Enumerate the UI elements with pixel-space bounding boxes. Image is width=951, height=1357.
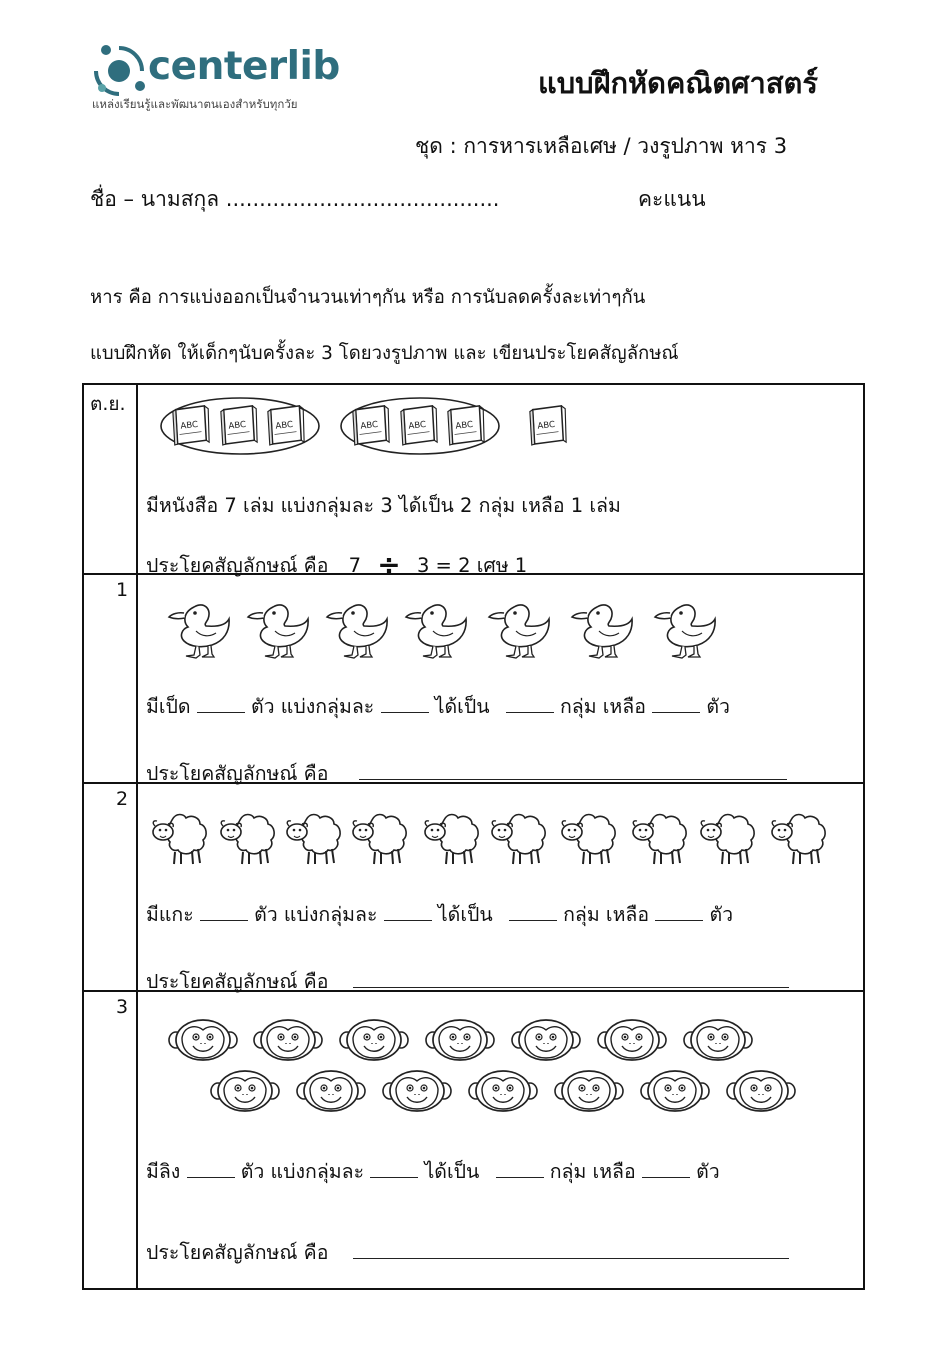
logo-mark-icon xyxy=(92,42,146,96)
question-text: ได้เป็น xyxy=(437,903,493,926)
sentence-label: ประโยคสัญลักษณ์ คือ xyxy=(146,970,329,993)
monkey-icon xyxy=(253,1018,323,1064)
centerlib-logo xyxy=(90,40,350,116)
book-icon xyxy=(527,402,569,446)
answer-blank-sentence[interactable] xyxy=(353,968,789,989)
question-text: มีแกะ xyxy=(146,903,194,926)
answer-blank-group-size[interactable] xyxy=(381,693,429,714)
question-line xyxy=(146,1156,720,1187)
row-label-1: 1 xyxy=(116,579,129,601)
question-line xyxy=(146,899,733,930)
logo-wordmark: centerlib xyxy=(148,44,340,89)
sentence-label: ประโยคสัญลักษณ์ คือ xyxy=(146,1241,329,1264)
question-text: ตัว แบ่งกลุ่มละ xyxy=(240,1160,365,1183)
row-label-2: 2 xyxy=(116,788,129,810)
monkey-icon xyxy=(168,1018,238,1064)
book-icon xyxy=(350,402,392,446)
question-text: ตัว xyxy=(706,695,730,718)
table-column-divider xyxy=(136,383,138,1290)
question-text: มีลิง xyxy=(146,1160,181,1183)
row-label-3: 3 xyxy=(116,996,129,1018)
answer-blank-remainder[interactable] xyxy=(655,901,703,922)
sentence-line xyxy=(146,1237,789,1268)
sheep-icon xyxy=(350,808,410,868)
answer-blank-remainder[interactable] xyxy=(652,693,700,714)
question-line xyxy=(146,691,730,722)
sheep-icon xyxy=(489,808,549,868)
monkey-icon xyxy=(726,1069,796,1115)
answer-blank-groups[interactable] xyxy=(509,901,557,922)
division-definition: หาร คือ การแบ่งออกเป็นจำนวนเท่าๆกัน หรือ การนับลดครั้งละเท่าๆกัน xyxy=(90,287,646,308)
duck-icon xyxy=(245,599,311,661)
sheep-icon xyxy=(698,808,758,868)
question-text: ได้เป็น xyxy=(424,1160,480,1183)
question-text: กลุ่ม เหลือ xyxy=(549,1160,636,1183)
dividend: 7 xyxy=(348,554,362,577)
duck-icon xyxy=(166,599,232,661)
question-text: ตัว แบ่งกลุ่มละ xyxy=(250,695,375,718)
duck-icon xyxy=(324,599,390,661)
duck-icon xyxy=(486,599,552,661)
sentence-label: ประโยคสัญลักษณ์ คือ xyxy=(146,554,329,577)
question-text: ตัว xyxy=(696,1160,720,1183)
answer-blank-total[interactable] xyxy=(197,693,245,714)
divisor-and-result: 3 = 2 เศษ 1 xyxy=(416,554,528,577)
duck-icon xyxy=(569,599,635,661)
row-label-example: ต.ย. xyxy=(90,393,126,415)
monkey-icon xyxy=(210,1069,280,1115)
answer-blank-total[interactable] xyxy=(200,901,248,922)
monkey-icon xyxy=(382,1069,452,1115)
monkey-icon xyxy=(683,1018,753,1064)
sheep-icon xyxy=(218,808,278,868)
answer-blank-group-size[interactable] xyxy=(384,901,432,922)
question-text: ได้เป็น xyxy=(434,695,490,718)
monkey-icon xyxy=(468,1069,538,1115)
monkey-icon xyxy=(511,1018,581,1064)
answer-blank-remainder[interactable] xyxy=(642,1158,690,1179)
sheep-icon xyxy=(422,808,482,868)
monkey-icon xyxy=(296,1069,366,1115)
answer-blank-groups[interactable] xyxy=(506,693,554,714)
sheep-icon xyxy=(630,808,690,868)
question-text: ตัว แบ่งกลุ่มละ xyxy=(254,903,378,926)
logo-tagline: แหล่งเรียนรู้และพัฒนาตนเองสำหรับทุกวัย xyxy=(92,97,298,111)
sentence-line xyxy=(146,758,787,789)
answer-blank-group-size[interactable] xyxy=(370,1158,418,1179)
example-sentence xyxy=(146,548,527,581)
book-icon xyxy=(445,402,487,446)
page-title: แบบฝึกหัดคณิตศาสตร์ xyxy=(538,66,818,100)
question-text: กลุ่ม เหลือ xyxy=(559,695,646,718)
question-text: กลุ่ม เหลือ xyxy=(563,903,650,926)
sentence-line xyxy=(146,966,789,997)
sheep-icon xyxy=(150,808,210,868)
score-label: คะแนน xyxy=(638,187,706,211)
question-text: มีเป็ด xyxy=(146,695,191,718)
monkey-icon xyxy=(597,1018,667,1064)
sheep-icon xyxy=(284,808,344,868)
sheep-icon xyxy=(559,808,619,868)
book-icon xyxy=(218,402,260,446)
worksheet-subtitle: ชุด : การหารเหลือเศษ / วงรูปภาพ หาร 3 xyxy=(415,134,788,158)
monkey-icon xyxy=(339,1018,409,1064)
sentence-label: ประโยคสัญลักษณ์ คือ xyxy=(146,762,329,785)
question-text: ตัว xyxy=(709,903,734,926)
duck-icon xyxy=(652,599,718,661)
student-name-field[interactable]: ชื่อ – นามสกุล ......................................... xyxy=(90,187,500,211)
monkey-icon xyxy=(640,1069,710,1115)
book-icon xyxy=(398,402,440,446)
answer-blank-total[interactable] xyxy=(187,1158,235,1179)
monkey-icon xyxy=(425,1018,495,1064)
division-sign: ÷ xyxy=(377,548,401,581)
answer-blank-sentence[interactable] xyxy=(353,1239,789,1260)
monkey-icon xyxy=(554,1069,624,1115)
example-description: มีหนังสือ 7 เล่ม แบ่งกลุ่มละ 3 ได้เป็น 2 กลุ่ม เหลือ 1 เล่ม xyxy=(146,494,621,517)
answer-blank-groups[interactable] xyxy=(496,1158,544,1179)
exercise-instruction: แบบฝึกหัด ให้เด็กๆนับครั้งละ 3 โดยวงรูปภาพ และ เขียนประโยคสัญลักษณ์ xyxy=(90,343,679,364)
answer-blank-sentence[interactable] xyxy=(359,760,787,781)
sheep-icon xyxy=(769,808,829,868)
book-icon xyxy=(170,402,212,446)
duck-icon xyxy=(403,599,469,661)
book-icon xyxy=(265,402,307,446)
